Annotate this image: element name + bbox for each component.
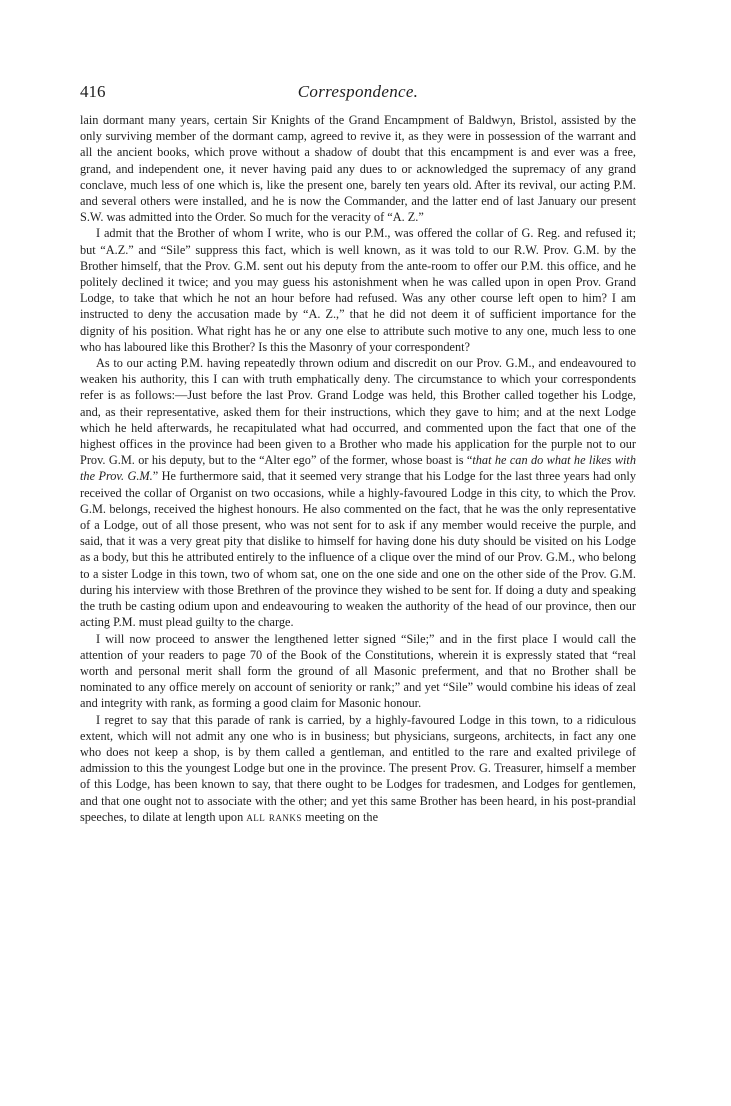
paragraph-text: I regret to say that this parade of rank is carried, by a highly-favoured Lodge in this town, to a ridiculous extent, which will not admit any one who is in business; but physicians, surgeons, architects, in fact any one who does not keep a shop, is by them called a gentleman, and entitled to the rare and exalted privilege of admission to this the youngest Lodge but one in the province. The present Prov. G. Treasurer, himself a member of this Lodge, has been known to say, that there ought to be Lodges for tradesmen, and Lodges for gentlemen, and that one ought not to associate with the other; and yet this same Brother has been heard, in his post-prandial speeches, to dilate at length upon xyxy=(80,712,636,824)
paragraph-text: meeting on the xyxy=(301,809,379,824)
paragraph-text: As to our acting P.M. having repeatedly thrown odium and discredit on our Prov. G.M., and endeavoured to weaken his authority, this I can with truth emphatically deny. The circumstance to which your correspondents refer is as follows:—Just before the last Prov. Grand Lodge was held, this Brother called together his Lodge, and, as their representative, asked them for their instructions, which they gave to him; and at the next Lodge which he held afterwards, he recapitulated what had occurred, and commented upon the fact that one of the highest offices in the province had been given to a Brother who made his application for the purple not to our Prov. G.M. or his deputy, but to the “Alter ego” of the former, whose boast is “ xyxy=(80,356,636,468)
body-text xyxy=(80,112,636,825)
italic-quote: that he can do what he likes with the Prov. G.M. xyxy=(80,453,636,484)
paragraph-collar-offer: I admit that the Brother of whom I write, who is our P.M., was offered the collar of G. Reg. and refused it; but “A.Z.” and “Sile” suppress this fact, which is well known, as it was told to our R.W. Prov. G.M. by the Brother himself, that the Prov. G.M. sent out his deputy from the ante-room to offer our P.M. this office, and he politely declined it twice; and you may guess his astonishment when he was called upon in open Prov. Grand Lodge, to take that which he not an hour before had refused. Was any other course left open to him? I am instructed to deny the accusation made by “A. Z.,” that he did not deem it of sufficient importance for the dignity of his position. What right has he or any one else to attribute such motive to any one, much less to one who has laboured like this Brother? Is this the Masonry of your correspondent? xyxy=(80,226,636,354)
paragraph-continuation: lain dormant many years, certain Sir Knights of the Grand Encampment of Baldwyn, Bristol, assisted by the only surviving member of the dormant camp, agreed to revive it, as they were in possession of the warrant and all the ancient books, which prove without a shadow of doubt that this encampment is and ever was a free, grand, and independent one, it never having paid any dues to or acknowledged the supremacy of any grand conclave, much less of one which is, like the present one, barely ten years old. After its revival, our acting P.M. and several others were installed, and he is now the Commander, and the latter end of last January our present S.W. was admitted into the Order. So much for the veracity of “A. Z.” xyxy=(80,113,636,225)
small-caps-phrase: all ranks xyxy=(246,809,302,824)
paragraph-sile-letter: I will now proceed to answer the lengthened letter signed “Sile;” and in the first place I would call the attention of your readers to page 70 of the Book of the Constitutions, wherein it is expressly stated that “real worth and personal merit shall form the ground of all Masonic preferment, and that no Brother shall be nominated to any office merely on account of seniority or rank;” and yet “Sile” would combine his ideas of zeal and integrity with rank, as forming a good claim for Masonic honour. xyxy=(80,631,636,711)
running-title: Correspondence. xyxy=(297,82,419,101)
page-number: 416 xyxy=(80,82,106,101)
paragraph-parade-of-rank xyxy=(80,712,636,825)
paragraph-acting-pm xyxy=(80,355,636,630)
paragraph-text: ” He furthermore said, that it seemed very strange that his Lodge for the last three years had only received the collar of Organist on two occasions, while a highly-favoured Lodge in this city, to which the Prov. G.M. belongs, received the highest honours. He also commented on the fact, that he was the only representative of a Lodge, out of all those present, who was not sent for to ask if any member would receive the purple, and said, that it was a very great pity that dislike to himself for having done his duty should be visited on his Lodge as a body, but this he attributed entirely to the influence of a clique over the mind of our Prov. G.M., who belong to a sister Lodge in this town, two of whom sat, one on the one side and one on the other side of the Prov. G.M. during his interview with those Brethren of the province they wished to be sent for. If doing a duty and speaking the truth be casting odium upon and endeavouring to weaken the authority of the head of our province, then our acting P.M. must plead guilty to the charge. xyxy=(80,469,636,630)
running-head xyxy=(80,82,636,112)
